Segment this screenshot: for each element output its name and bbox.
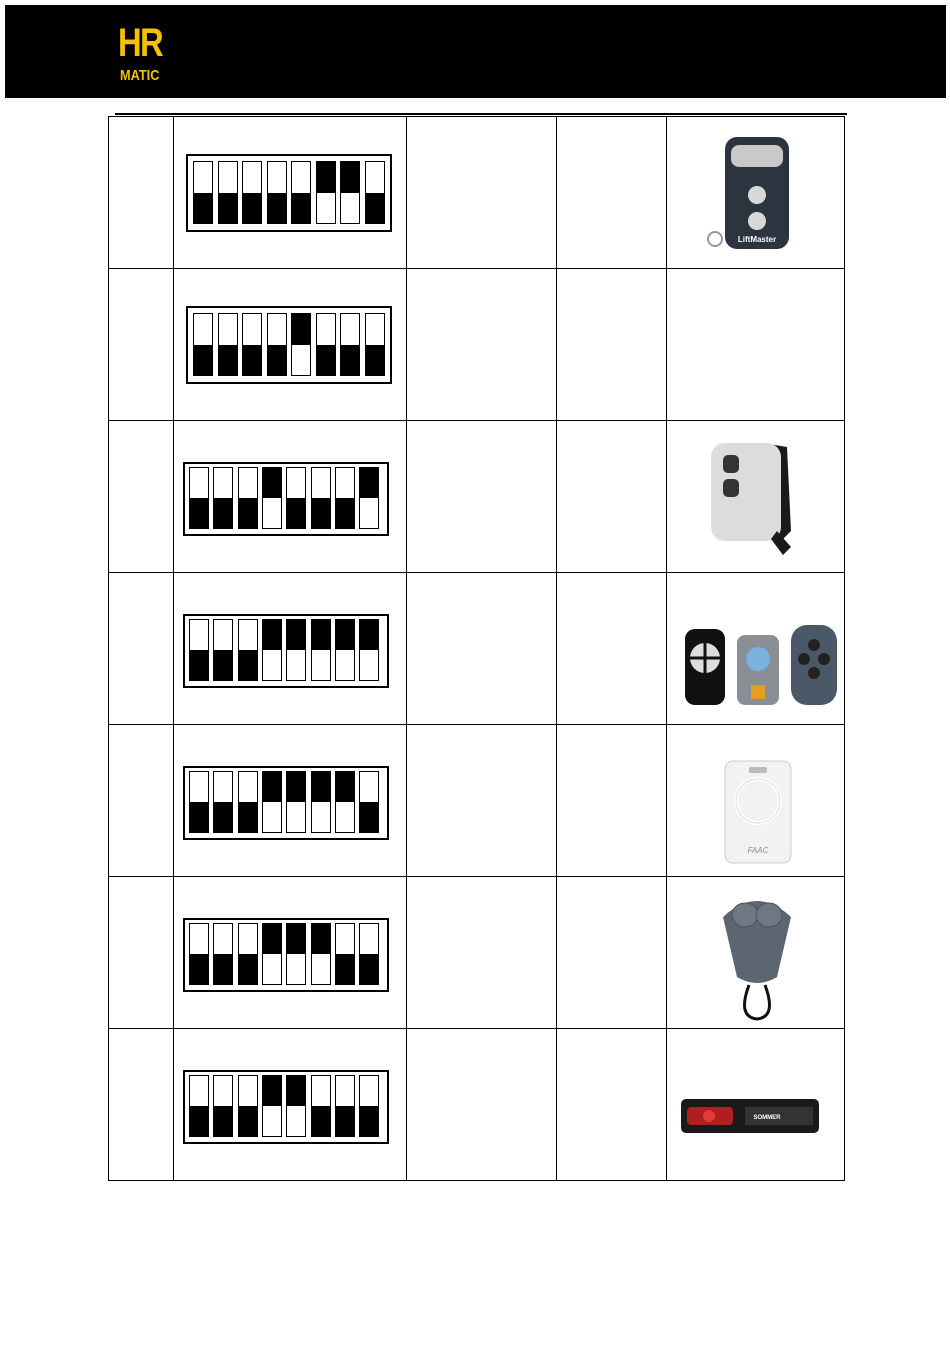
table-row [109,1029,845,1181]
dip-switch-5 [286,619,306,681]
dip-switch-1 [189,1075,209,1137]
remote-brand-label: FAAC [747,846,769,855]
frequency-cell [557,269,667,421]
dip-switch-6 [316,313,336,376]
logo-matic-text: MATIC [120,67,160,84]
frequency-cell [557,725,667,877]
code-cell [407,269,557,421]
dip-switch-block [183,462,389,536]
logo-hr-text: HR [118,21,163,65]
table-row [109,421,845,573]
dip-switch-4 [262,923,282,985]
dip-switch-cell [174,877,407,1029]
frequency-cell [557,877,667,1029]
code-cell [407,877,557,1029]
dip-switch-cell [174,725,407,877]
row-index-cell [109,117,174,269]
code-cell [407,573,557,725]
frequency-cell [557,421,667,573]
remote-image-cell [667,269,845,421]
row-index-cell [109,1029,174,1181]
frequency-cell [557,1029,667,1181]
dip-switch-4 [262,771,282,833]
dip-switch-3 [238,1075,258,1137]
frequency-cell [557,573,667,725]
dip-switch-block [183,1070,389,1144]
dip-switch-3 [242,313,262,376]
dip-switch-6 [316,161,336,224]
remote-image-cell [667,421,845,573]
dip-switch-1 [189,619,209,681]
dip-switch-7 [340,161,360,224]
row-index-cell [109,269,174,421]
dip-switch-5 [291,161,311,224]
dip-switch-2 [213,1075,233,1137]
dip-switch-6 [311,467,331,529]
dip-switch-cell [174,117,407,269]
dip-switch-8 [365,313,385,376]
row-index-cell [109,877,174,1029]
code-cell [407,725,557,877]
row-index-cell [109,421,174,573]
three-remotes-icon [667,573,845,724]
row-index-cell [109,725,174,877]
dip-switch-block [186,306,392,384]
dip-switch-4 [262,1075,282,1137]
sommer-remote-icon [667,1029,845,1180]
dip-switch-cell [174,573,407,725]
dip-switch-block [183,614,389,688]
table-row [109,573,845,725]
dip-switch-block [186,154,392,232]
dip-switch-6 [311,771,331,833]
dip-switch-table [108,116,845,1181]
dip-switch-7 [335,619,355,681]
code-cell [407,421,557,573]
table-row [109,269,845,421]
dip-switch-2 [213,771,233,833]
dip-switch-2 [213,467,233,529]
dip-switch-6 [311,923,331,985]
dip-switch-4 [262,467,282,529]
dip-switch-8 [359,923,379,985]
dip-switch-2 [213,923,233,985]
dip-switch-5 [286,467,306,529]
dip-switch-7 [335,467,355,529]
top-rule [115,113,847,115]
dip-switch-3 [242,161,262,224]
row-index-cell [109,573,174,725]
dip-switch-1 [189,923,209,985]
dip-switch-8 [359,467,379,529]
remote-image-cell [667,725,845,877]
code-cell [407,1029,557,1181]
remote-image-cell [667,117,845,269]
dip-switch-8 [359,771,379,833]
liftmaster-3button-remote-icon [667,117,845,268]
dip-switch-1 [193,161,213,224]
remote-image-cell [667,1029,845,1181]
dip-switch-6 [311,1075,331,1137]
grey-2button-keyfob-icon [667,877,845,1028]
dip-switch-4 [262,619,282,681]
dip-switch-3 [238,923,258,985]
page-header [5,5,946,98]
dip-switch-4 [267,313,287,376]
jcm-2button-remote-icon [667,421,845,572]
dip-switch-7 [335,923,355,985]
dip-switch-cell [174,1029,407,1181]
remote-brand-label: SOMMER [753,1115,781,1121]
dip-switch-3 [238,467,258,529]
remote-brand-label: LiftMaster [737,235,777,244]
dip-switch-1 [189,467,209,529]
table-row [109,877,845,1029]
dip-switch-2 [218,313,238,376]
dip-switch-8 [359,619,379,681]
dip-switch-2 [218,161,238,224]
faac-remote-icon [667,725,845,876]
table-row [109,725,845,877]
remote-image-cell [667,573,845,725]
remote-image-cell [667,877,845,1029]
dip-switch-block [183,766,389,840]
dip-switch-block [183,918,389,992]
dip-switch-5 [286,1075,306,1137]
dip-switch-7 [340,313,360,376]
dip-switch-5 [286,923,306,985]
table-row [109,117,845,269]
code-cell [407,117,557,269]
dip-switch-4 [267,161,287,224]
dip-switch-6 [311,619,331,681]
hr-matic-logo [118,21,174,91]
frequency-cell [557,117,667,269]
dip-switch-5 [286,771,306,833]
dip-switch-5 [291,313,311,376]
dip-switch-cell [174,421,407,573]
dip-switch-2 [213,619,233,681]
dip-switch-cell [174,269,407,421]
dip-switch-7 [335,1075,355,1137]
dip-switch-8 [359,1075,379,1137]
dip-switch-3 [238,771,258,833]
dip-switch-8 [365,161,385,224]
dip-switch-1 [189,771,209,833]
dip-switch-3 [238,619,258,681]
dip-switch-1 [193,313,213,376]
dip-switch-7 [335,771,355,833]
